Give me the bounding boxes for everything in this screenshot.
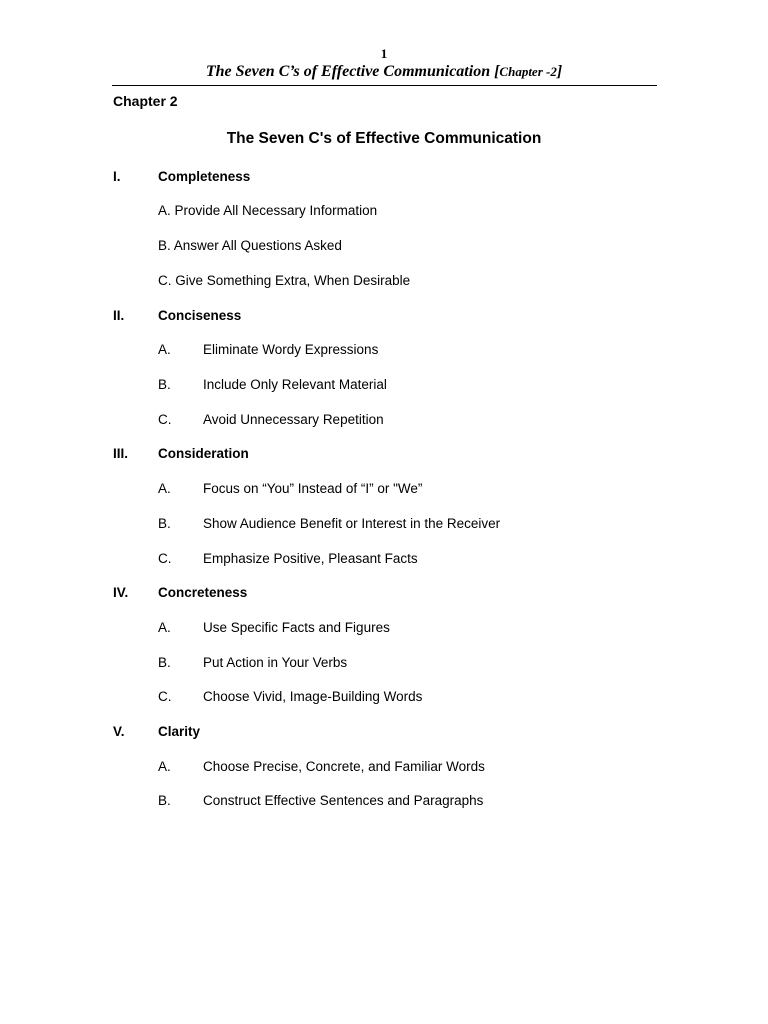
item-text: Put Action in Your Verbs [203, 655, 348, 670]
item-text: Avoid Unnecessary Repetition [203, 412, 384, 427]
section-label: Concreteness [158, 585, 248, 600]
item-letter: B. [158, 793, 171, 808]
item-text: Eliminate Wordy Expressions [203, 342, 379, 357]
item-letter: B. [158, 655, 171, 670]
item-text: Show Audience Benefit or Interest in the Receiver [203, 516, 501, 531]
running-header-title: The Seven C’s of Effective Communication [ [205, 63, 500, 80]
item-letter: C. [158, 689, 172, 704]
running-header-close: ] [556, 63, 563, 80]
item-text: Focus on “You” Instead of “I” or "We” [203, 481, 423, 496]
item-letter: A. [158, 342, 171, 357]
document-title: The Seven C's of Effective Communication [226, 130, 542, 147]
section-label: Consideration [158, 446, 249, 461]
item-letter: A. [158, 481, 171, 496]
running-header [112, 63, 656, 81]
section-numeral: I. [113, 169, 121, 184]
item-text: Emphasize Positive, Pleasant Facts [203, 551, 418, 566]
section-numeral: II. [113, 308, 125, 323]
chapter-label: Chapter 2 [113, 93, 178, 109]
item-text: Include Only Relevant Material [203, 377, 387, 392]
running-header-chapter: Chapter -2 [499, 64, 557, 79]
item-text: Use Specific Facts and Figures [203, 620, 390, 635]
item-letter: B. [158, 377, 171, 392]
item-text: Construct Effective Sentences and Paragraphs [203, 793, 484, 808]
list-item: B. Answer All Questions Asked [158, 238, 342, 253]
page-number: 1 [380, 46, 388, 61]
item-letter: C. [158, 412, 172, 427]
section-label: Clarity [158, 724, 201, 739]
section-numeral: V. [113, 724, 125, 739]
section-numeral: IV. [113, 585, 129, 600]
header-rule [112, 85, 657, 86]
item-letter: B. [158, 516, 171, 531]
item-letter: A. [158, 759, 171, 774]
item-letter: C. [158, 551, 172, 566]
section-label: Completeness [158, 169, 251, 184]
item-text: Choose Vivid, Image-Building Words [203, 689, 423, 704]
list-item: A. Provide All Necessary Information [158, 203, 378, 218]
item-letter: A. [158, 620, 171, 635]
section-numeral: III. [113, 446, 129, 461]
item-text: Choose Precise, Concrete, and Familiar Words [203, 759, 485, 774]
list-item: C. Give Something Extra, When Desirable [158, 273, 411, 288]
section-label: Conciseness [158, 308, 242, 323]
